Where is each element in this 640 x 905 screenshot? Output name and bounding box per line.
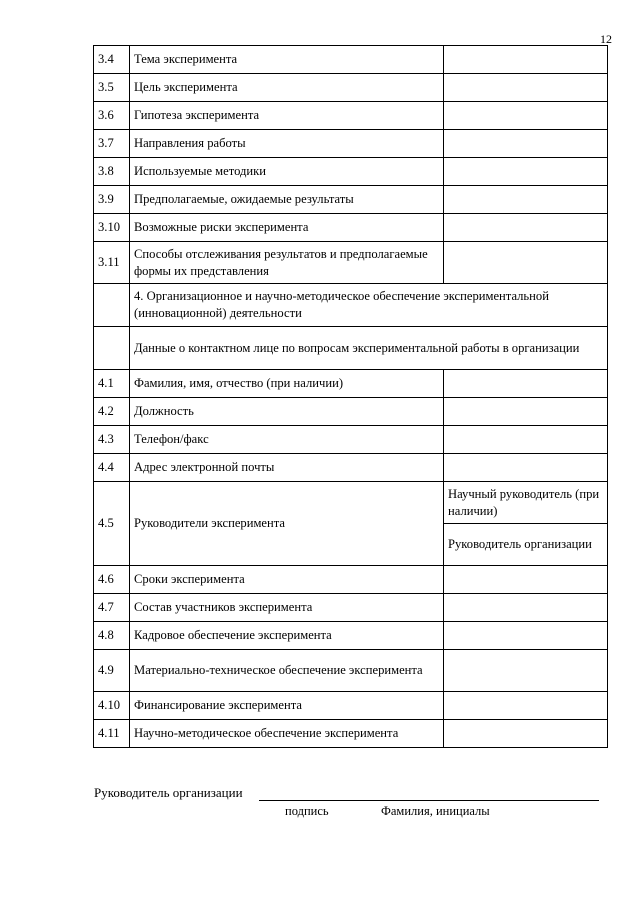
table-row bbox=[94, 720, 608, 748]
row-label: Сроки эксперимента bbox=[130, 566, 444, 594]
table-row bbox=[94, 186, 608, 214]
table-row bbox=[94, 622, 608, 650]
row-label: Используемые методики bbox=[130, 158, 444, 186]
row-label: Предполагаемые, ожидаемые результаты bbox=[130, 186, 444, 214]
signature-caption: подпись bbox=[285, 804, 329, 818]
table-row bbox=[94, 370, 608, 398]
row-number: 3.7 bbox=[94, 130, 130, 158]
signature-label: Руководитель организации bbox=[94, 785, 243, 800]
table-row bbox=[94, 650, 608, 692]
row-label: Состав участников эксперимента bbox=[130, 594, 444, 622]
row-label: Фамилия, имя, отчество (при наличии) bbox=[130, 370, 444, 398]
table-row bbox=[94, 102, 608, 130]
value-cell[interactable] bbox=[444, 398, 608, 426]
signature-line[interactable] bbox=[259, 800, 599, 801]
row-number: 4.7 bbox=[94, 594, 130, 622]
table-row bbox=[94, 426, 608, 454]
value-cell[interactable] bbox=[444, 426, 608, 454]
experiment-form-table bbox=[93, 45, 608, 748]
table-row bbox=[94, 130, 608, 158]
row-label: Финансирование эксперимента bbox=[130, 692, 444, 720]
row-number: 4.6 bbox=[94, 566, 130, 594]
row-label: Гипотеза эксперимента bbox=[130, 102, 444, 130]
value-cell[interactable] bbox=[444, 46, 608, 74]
value-cell[interactable] bbox=[444, 130, 608, 158]
row-label: Руководители эксперимента bbox=[130, 482, 444, 566]
value-cell[interactable] bbox=[444, 158, 608, 186]
row-number: 4.1 bbox=[94, 370, 130, 398]
row-number: 3.9 bbox=[94, 186, 130, 214]
value-cell[interactable] bbox=[444, 720, 608, 748]
row-number: 3.4 bbox=[94, 46, 130, 74]
section-4-header: 4. Организационное и научно-методическое обеспечение экспериментальной (инновационной) деятельности bbox=[130, 284, 608, 327]
row-number: 4.10 bbox=[94, 692, 130, 720]
table-row bbox=[94, 74, 608, 102]
value-cell[interactable] bbox=[444, 214, 608, 242]
row-label: Должность bbox=[130, 398, 444, 426]
organization-head-cell[interactable]: Руководитель организации bbox=[444, 524, 608, 566]
row-label: Научно-методическое обеспечение эксперимента bbox=[130, 720, 444, 748]
row-number: 4.3 bbox=[94, 426, 130, 454]
value-cell[interactable] bbox=[444, 186, 608, 214]
value-cell[interactable] bbox=[444, 370, 608, 398]
row-label: Телефон/факс bbox=[130, 426, 444, 454]
row-label: Способы отслеживания результатов и предполагаемые формы их представления bbox=[130, 242, 444, 284]
row-number: 4.4 bbox=[94, 454, 130, 482]
value-cell[interactable] bbox=[444, 242, 608, 284]
table-row bbox=[94, 398, 608, 426]
row-number: 3.11 bbox=[94, 242, 130, 284]
value-cell[interactable] bbox=[444, 102, 608, 130]
table-row bbox=[94, 214, 608, 242]
contact-person-header: Данные о контактном лице по вопросам экспериментальной работы в организации bbox=[130, 327, 608, 370]
table-row bbox=[94, 692, 608, 720]
row-number-empty bbox=[94, 284, 130, 327]
row-label: Цель эксперимента bbox=[130, 74, 444, 102]
row-number: 4.2 bbox=[94, 398, 130, 426]
row-number: 3.10 bbox=[94, 214, 130, 242]
row-number: 3.6 bbox=[94, 102, 130, 130]
value-cell[interactable] bbox=[444, 566, 608, 594]
row-label: Возможные риски эксперимента bbox=[130, 214, 444, 242]
row-number: 4.11 bbox=[94, 720, 130, 748]
row-label: Кадровое обеспечение эксперимента bbox=[130, 622, 444, 650]
table-row bbox=[94, 594, 608, 622]
row-label: Направления работы bbox=[130, 130, 444, 158]
row-label: Адрес электронной почты bbox=[130, 454, 444, 482]
table-row bbox=[94, 242, 608, 284]
row-number-empty bbox=[94, 327, 130, 370]
value-cell[interactable] bbox=[444, 692, 608, 720]
table-row bbox=[94, 46, 608, 74]
row-label: Тема эксперимента bbox=[130, 46, 444, 74]
value-cell[interactable] bbox=[444, 454, 608, 482]
table-row bbox=[94, 454, 608, 482]
name-caption: Фамилия, инициалы bbox=[381, 804, 490, 818]
contact-header-row bbox=[94, 327, 608, 370]
row-label: Материально-техническое обеспечение эксперимента bbox=[130, 650, 444, 692]
row-number: 3.8 bbox=[94, 158, 130, 186]
value-cell[interactable] bbox=[444, 594, 608, 622]
table-row bbox=[94, 158, 608, 186]
value-cell[interactable] bbox=[444, 74, 608, 102]
table-row bbox=[94, 482, 608, 524]
page-number: 12 bbox=[600, 32, 612, 46]
row-number: 4.9 bbox=[94, 650, 130, 692]
row-number: 4.5 bbox=[94, 482, 130, 566]
value-cell[interactable] bbox=[444, 622, 608, 650]
scientific-supervisor-cell[interactable]: Научный руководитель (при наличии) bbox=[444, 482, 608, 524]
row-number: 3.5 bbox=[94, 74, 130, 102]
section-header-row bbox=[94, 284, 608, 327]
row-number: 4.8 bbox=[94, 622, 130, 650]
value-cell[interactable] bbox=[444, 650, 608, 692]
table-row bbox=[94, 566, 608, 594]
